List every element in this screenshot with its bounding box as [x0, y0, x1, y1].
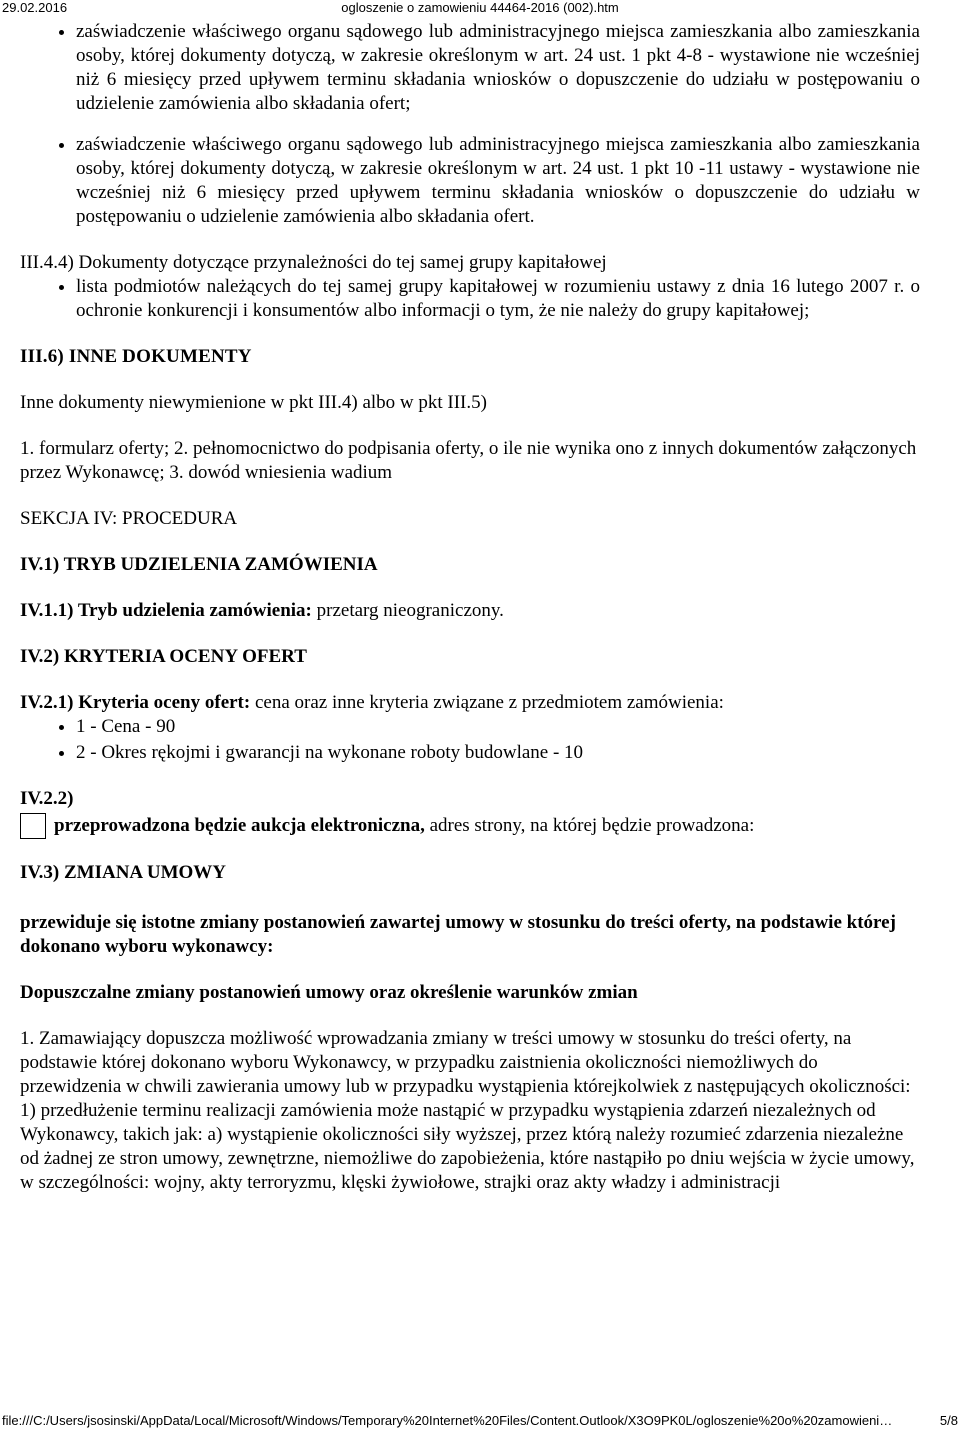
section-heading-iii-4-4: III.4.4) Dokumenty dotyczące przynależności do tej samej grupy kapitałowej [20, 252, 607, 273]
auction-checkbox[interactable] [20, 813, 46, 839]
capital-group-list [20, 275, 920, 323]
section-heading-iii-6: III.6) INNE DOKUMENTY [20, 346, 252, 367]
auction-row [20, 813, 920, 839]
list-item: • zaświadczenie właściwego organu sądowego lub administracyjnego miejsca zamieszkania albo zamieszkania osoby, której dokumenty dotyczą, w zakresie określonym w art. 24 ust. 1 pkt 10 -11 ustawy - wystawione nie wcześniej niż 6 miesięcy przed upływem terminu składania wniosków o dopuszczenie do udziału w postępowaniu o udzielenie zamówienia albo składania ofert. [76, 133, 920, 229]
print-date: 29.02.2016 [2, 0, 68, 15]
list-item: • 2 - Okres rękojmi i gwarancji na wykonane roboty budowlane - 10 [76, 741, 920, 765]
procedure-type-value: przetarg nieograniczony. [316, 600, 504, 621]
contract-changes-paragraph: 1. Zamawiający dopuszcza możliwość wprowadzania zmiany w treści umowy w stosunku do treści oferty, na podstawie której dokonano wyboru Wykonawcy, w przypadku zaistnienia okoliczności niemożliwych do przewidzenia w chwili zawierania umowy lub w przypadku wystąpienia którejkolwiek z następujących okoliczności: 1) przedłużenie terminu realizacji zamówienia może nastąpić w przypadku wystąpienia zdarzeń niezależnych od Wykonawcy, takich jak: a) wystąpienie okoliczności siły wyższej, przez którą należy rozumieć zdarzenia niezależne od żadnej ze stron umowy, zewnętrzne, niemożliwe do zapobieżenia, które nastąpiło po dniu wejścia w życie umowy, w szczególności: wojny, akty terroryzmu, klęski żywiołowe, strajki oraz akty władzy i administracji [20, 1028, 915, 1193]
criteria-list [20, 715, 920, 765]
other-documents-text: 1. formularz oferty; 2. pełnomocnictwo do podpisania oferty, o ile nie wynika ono z innych dokumentów załączonych przez Wykonawcę; 3. dowód wniesienia wadium [20, 438, 917, 483]
print-header [0, 0, 960, 16]
list-item: • lista podmiotów należących do tej samej grupy kapitałowej w rozumieniu ustawy z dnia 16 lutego 2007 r. o ochronie konkurencji i konsumentów albo informacji o tym, że nie należy do grupy kapitałowej; [76, 275, 920, 323]
section-iv-title: SEKCJA IV: PROCEDURA [20, 508, 238, 529]
list-item: • zaświadczenie właściwego organu sądowego lub administracyjnego miejsca zamieszkania albo zamieszkania osoby, której dokumenty dotyczą, w zakresie określonym w art. 24 ust. 1 pkt 4-8 - wystawione nie wcześniej niż 6 miesięcy przed upływem terminu składania wniosków o dopuszczenie do udziału w postępowaniu o udzielenie zamówienia albo składania ofert; [76, 20, 920, 116]
auction-text: adres strony, na której będzie prowadzona: [429, 815, 755, 836]
section-heading-iv-3: IV.3) ZMIANA UMOWY [20, 862, 227, 883]
auction-label: przeprowadzona będzie aukcja elektroniczna, [54, 815, 425, 836]
document-content [20, 20, 920, 1195]
criteria-label: IV.2.1) Kryteria oceny ofert: [20, 692, 251, 713]
section-heading-iv-1: IV.1) TRYB UDZIELENIA ZAMÓWIENIA [20, 554, 378, 575]
procedure-type-label: IV.1.1) Tryb udzielenia zamówienia: [20, 600, 312, 621]
list-item: • 1 - Cena - 90 [76, 715, 920, 739]
contract-changes-subheading: Dopuszczalne zmiany postanowień umowy oraz określenie warunków zmian [20, 982, 638, 1003]
auction-section-label: IV.2.2) [20, 788, 74, 809]
page-number: 5/8 [939, 1413, 958, 1428]
other-documents-subheading: Inne dokumenty niewymienione w pkt III.4) albo w pkt III.5) [20, 392, 487, 413]
print-title: ogloszenie o zamowieniu 44464-2016 (002).htm [341, 0, 619, 15]
print-footer [0, 1413, 960, 1431]
section-heading-iv-2: IV.2) KRYTERIA OCENY OFERT [20, 646, 307, 667]
print-file-path: file:///C:/Users/jsosinski/AppData/Local/Microsoft/Windows/Temporary%20Internet%20Files/Content.Outlook/X3O9PK0L/ogloszenie%20o%20zamowieni… [2, 1413, 893, 1428]
contract-changes-statement: przewiduje się istotne zmiany postanowień zawartej umowy w stosunku do treści oferty, na podstawie której dokonano wyboru wykonawcy: [20, 912, 896, 957]
criteria-value: cena oraz inne kryteria związane z przedmiotem zamówienia: [254, 692, 724, 713]
certificate-list [20, 20, 920, 229]
